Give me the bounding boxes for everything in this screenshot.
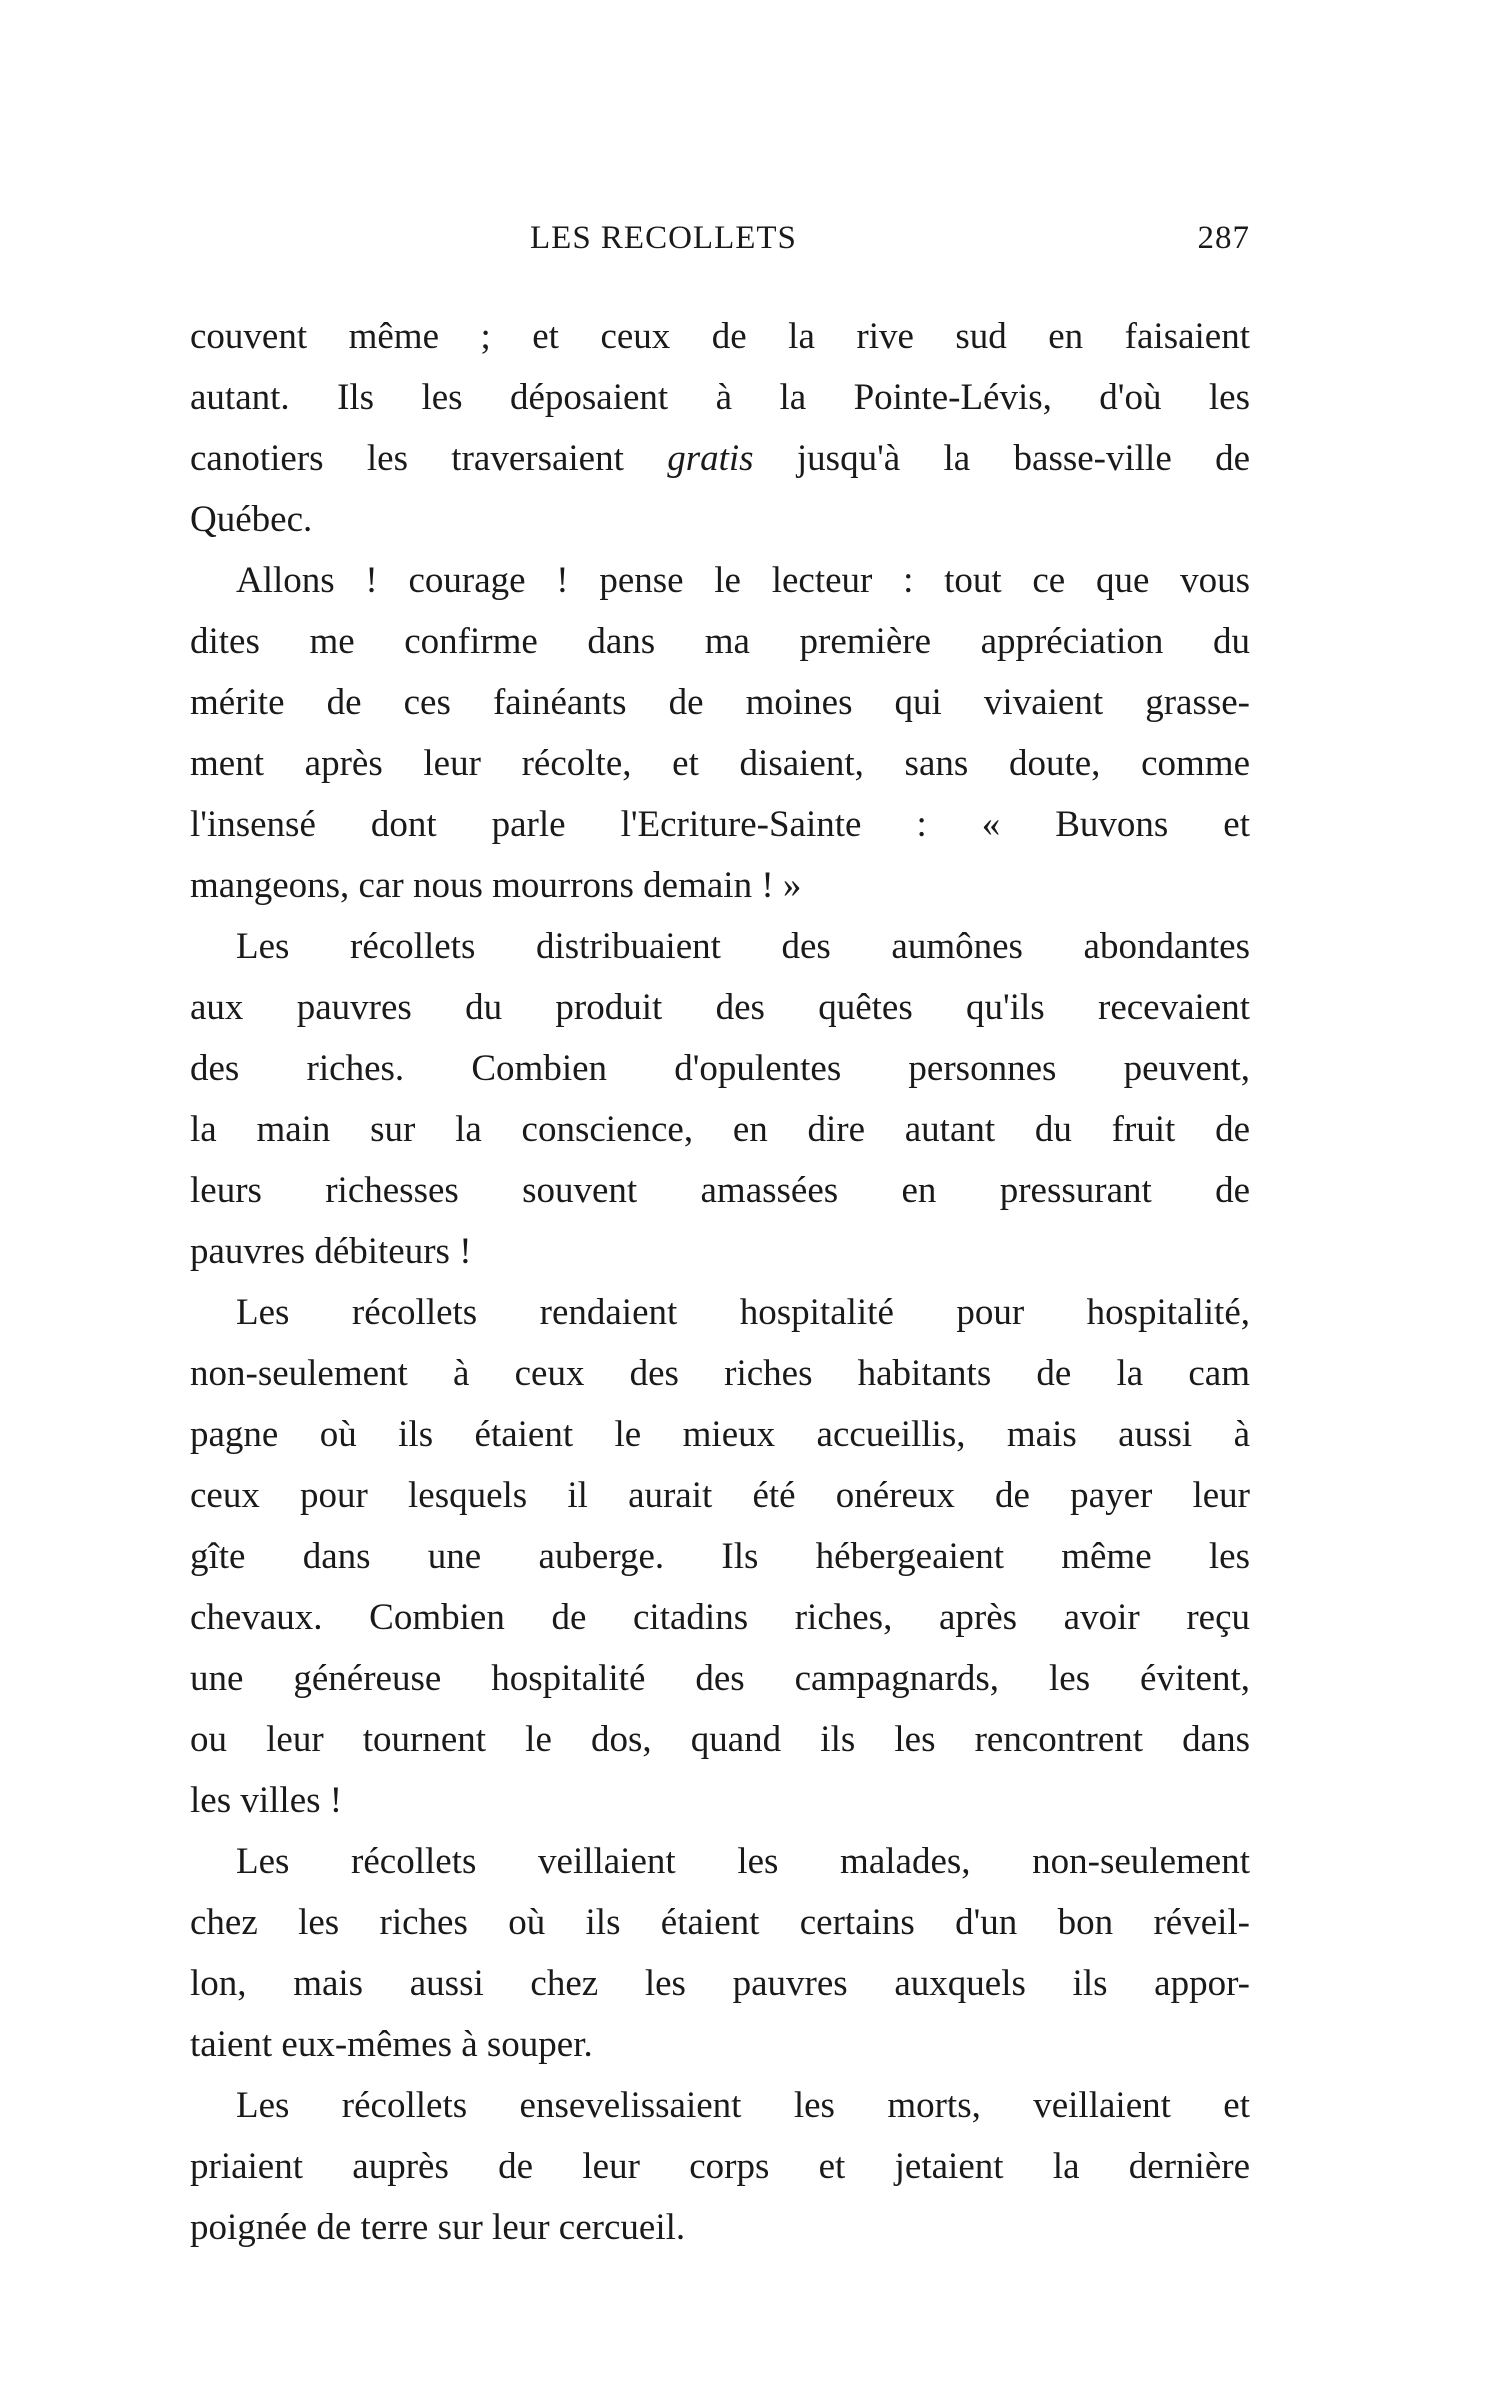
text-line: dites me confirme dans ma première appréciation du (190, 621, 1250, 662)
text-line: chez les riches où ils étaient certains d'un bon réveil- (190, 1902, 1250, 1943)
text-line: des riches. Combien d'opulentes personnes peuvent, (190, 1048, 1250, 1089)
text-line: gîte dans une auberge. Ils hébergeaient même les (190, 1536, 1250, 1577)
text-line: ou leur tournent le dos, quand ils les rencontrent dans (190, 1719, 1250, 1760)
text-line: ceux pour lesquels il aurait été onéreux de payer leur (190, 1475, 1250, 1516)
text-line: Les récollets ensevelissaient les morts, veillaient et (236, 2085, 1250, 2126)
body-text (190, 306, 1250, 2258)
text-line: Québec. (190, 499, 313, 540)
paragraph (190, 916, 1250, 1282)
running-head (190, 210, 1250, 270)
text-line: mangeons, car nous mourrons demain ! » (190, 865, 802, 906)
text-line: mérite de ces fainéants de moines qui vivaient grasse- (190, 682, 1250, 723)
text-line: Les récollets veillaient les malades, non-seulement (236, 1841, 1250, 1882)
paragraph (190, 1282, 1250, 1831)
text-line: priaient auprès de leur corps et jetaient la dernière (190, 2146, 1250, 2187)
text-line: ment après leur récolte, et disaient, sans doute, comme (190, 743, 1250, 784)
page-number: 287 (1197, 220, 1250, 256)
text-line: lon, mais aussi chez les pauvres auxquels ils appor- (190, 1963, 1250, 2004)
text-line: une généreuse hospitalité des campagnards, les évitent, (190, 1658, 1250, 1699)
text-line: aux pauvres du produit des quêtes qu'ils recevaient (190, 987, 1250, 1028)
text-line: l'insensé dont parle l'Ecriture-Sainte : « Buvons et (190, 804, 1250, 845)
text-line: pauvres débiteurs ! (190, 1231, 472, 1272)
text-line: couvent même ; et ceux de la rive sud en faisaient (190, 316, 1250, 357)
text-line: la main sur la conscience, en dire autant du fruit de (190, 1109, 1250, 1150)
text-line: autant. Ils les déposaient à la Pointe-Lévis, d'où les (190, 377, 1250, 418)
running-title: LES RECOLLETS (530, 220, 797, 256)
paragraph (190, 1831, 1250, 2075)
text-line: Les récollets rendaient hospitalité pour hospitalité, (236, 1292, 1250, 1333)
text-line: poignée de terre sur leur cercueil. (190, 2207, 686, 2248)
text-line: Allons ! courage ! pense le lecteur : tout ce que vous (236, 560, 1250, 601)
text-line: Les récollets distribuaient des aumônes abondantes (236, 926, 1250, 967)
text-line: taient eux-mêmes à souper. (190, 2024, 593, 2065)
text-line: leurs richesses souvent amassées en pressurant de (190, 1170, 1250, 1211)
text-line: chevaux. Combien de citadins riches, après avoir reçu (190, 1597, 1250, 1638)
paragraph (190, 550, 1250, 916)
book-page (190, 210, 1250, 2258)
italic-word: gratis (667, 438, 754, 479)
paragraph (190, 2075, 1250, 2258)
text-line: pagne où ils étaient le mieux accueillis, mais aussi à (190, 1414, 1250, 1455)
text-line: canotiers les traversaient gratis jusqu'à la basse-ville de (190, 438, 1250, 479)
text-line: non-seulement à ceux des riches habitants de la cam (190, 1353, 1250, 1394)
paragraph (190, 306, 1250, 550)
text-line: les villes ! (190, 1780, 343, 1821)
